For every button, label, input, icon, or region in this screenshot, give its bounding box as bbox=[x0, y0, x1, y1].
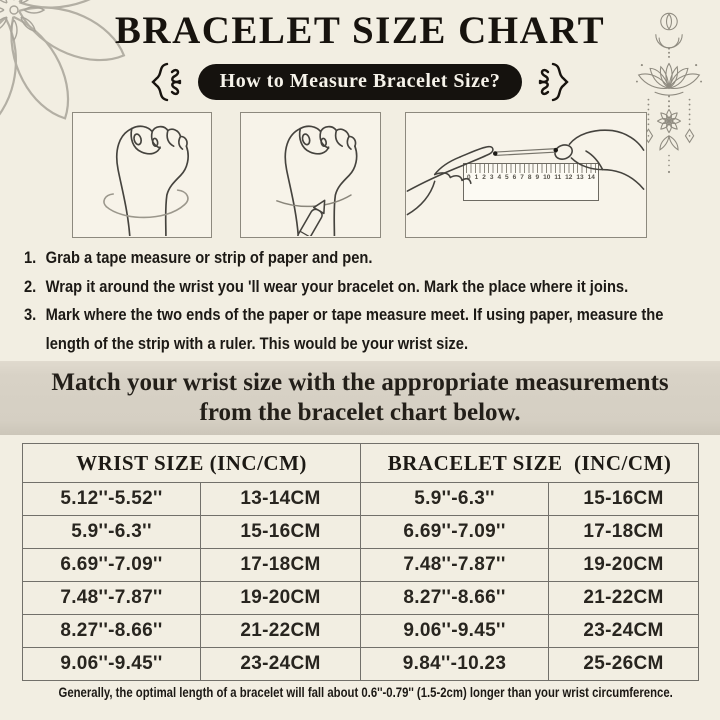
illustration-measure-ruler bbox=[405, 112, 647, 238]
pen-icon bbox=[296, 197, 330, 236]
step-number: 3. bbox=[24, 305, 37, 324]
wrist-cm-cell: 15-16CM bbox=[201, 516, 361, 549]
table-row bbox=[23, 483, 699, 516]
wrist-cm-cell: 19-20CM bbox=[201, 582, 361, 615]
wrist-inch-cell: 9.06''-9.45'' bbox=[23, 648, 201, 681]
step-text: Mark where the two ends of the paper or tape measure meet. If using paper, measure the length of the strip with a ruler. This would be your wrist size. bbox=[45, 305, 664, 353]
table-row bbox=[23, 582, 699, 615]
badge-row bbox=[0, 61, 720, 103]
wrist-cm-cell: 17-18CM bbox=[201, 549, 361, 582]
footer-note bbox=[0, 684, 720, 702]
bracelet-inch-cell: 8.27''-8.66'' bbox=[361, 582, 549, 615]
wrist-inch-cell: 8.27''-8.66'' bbox=[23, 615, 201, 648]
bracelet-cm-cell: 19-20CM bbox=[549, 549, 699, 582]
bracelet-inch-cell: 9.06''-9.45'' bbox=[361, 615, 549, 648]
illustration-wrap-tape bbox=[72, 112, 212, 238]
step-number: 1. bbox=[24, 248, 37, 267]
step-item-1 bbox=[24, 244, 706, 273]
table-row bbox=[23, 615, 699, 648]
wrist-inch-cell: 5.9''-6.3'' bbox=[23, 516, 201, 549]
squiggle-bracket-left-icon bbox=[151, 61, 185, 103]
fist-tape-icon bbox=[73, 113, 210, 236]
wrist-inch-cell: 5.12''-5.52'' bbox=[23, 483, 201, 516]
illustration-mark-wrist bbox=[240, 112, 381, 238]
table-row bbox=[23, 648, 699, 681]
bracelet-inch-cell: 9.84''-10.23 bbox=[361, 648, 549, 681]
steps-list bbox=[24, 244, 720, 358]
banner-line-2: from the bracelet chart below. bbox=[199, 399, 521, 426]
step-item-2 bbox=[24, 273, 706, 302]
match-banner bbox=[0, 361, 720, 435]
table-row bbox=[23, 549, 699, 582]
how-to-measure-badge: How to Measure Bracelet Size? bbox=[198, 64, 523, 100]
step-text: Wrap it around the wrist you 'll wear your bracelet on. Mark the place where it joins. bbox=[45, 276, 629, 296]
wrist-inch-cell: 6.69''-7.09'' bbox=[23, 549, 201, 582]
footer-note-text: Generally, the optimal length of a bracelet will fall about 0.6''-0.79'' (1.5-2cm) longer than your wrist circumference. bbox=[58, 685, 673, 700]
page-title: BRACELET SIZE CHART bbox=[114, 9, 606, 52]
hands-strip-icon bbox=[406, 113, 645, 236]
table-header-row bbox=[23, 444, 699, 483]
table-header-wrist: WRIST SIZE (INC/CM) bbox=[23, 444, 361, 483]
bracelet-cm-cell: 21-22CM bbox=[549, 582, 699, 615]
wrist-cm-cell: 13-14CM bbox=[201, 483, 361, 516]
banner-line-1: Match your wrist size with the appropriate measurements bbox=[51, 369, 669, 396]
bracelet-cm-cell: 25-26CM bbox=[549, 648, 699, 681]
table-row bbox=[23, 516, 699, 549]
table-header-bracelet: BRACELET SIZE (INC/CM) bbox=[361, 444, 699, 483]
bracelet-inch-cell: 6.69''-7.09'' bbox=[361, 516, 549, 549]
step-item-3 bbox=[24, 301, 706, 358]
size-table bbox=[22, 443, 699, 681]
bracelet-inch-cell: 5.9''-6.3'' bbox=[361, 483, 549, 516]
wrist-inch-cell: 7.48''-7.87'' bbox=[23, 582, 201, 615]
wrist-cm-cell: 21-22CM bbox=[201, 615, 361, 648]
ruler-numbers: 0 1 2 3 4 5 6 7 8 9 10 11 12 13 14 bbox=[467, 174, 595, 181]
bracelet-cm-cell: 17-18CM bbox=[549, 516, 699, 549]
bracelet-cm-cell: 23-24CM bbox=[549, 615, 699, 648]
bracelet-cm-cell: 15-16CM bbox=[549, 483, 699, 516]
squiggle-bracket-right-icon bbox=[535, 61, 569, 103]
step-text: Grab a tape measure or strip of paper and pen. bbox=[45, 248, 373, 267]
wrist-cm-cell: 23-24CM bbox=[201, 648, 361, 681]
step-number: 2. bbox=[24, 276, 37, 296]
bracelet-inch-cell: 7.48''-7.87'' bbox=[361, 549, 549, 582]
fist-pen-icon bbox=[241, 113, 379, 236]
